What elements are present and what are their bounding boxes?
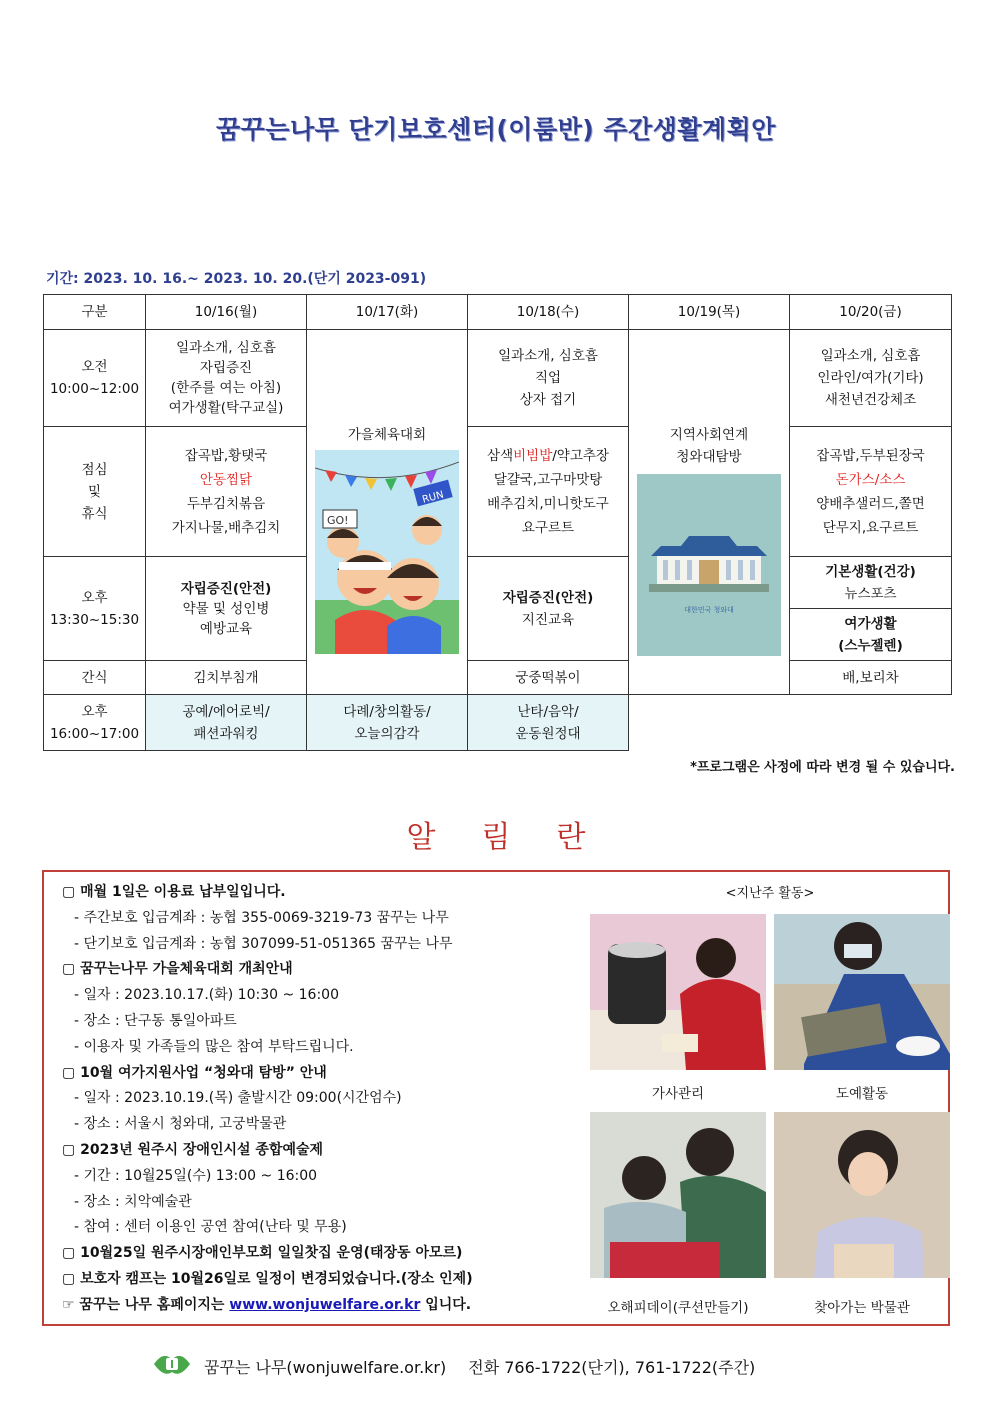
notice-item: - 이용자 및 가족들의 많은 참여 부탁드립니다. — [74, 1038, 354, 1055]
thu-event-title-1: 지역사회연계 — [669, 427, 749, 443]
notice-item: - 일자 : 2023.10.17.(화) 10:30 ~ 16:00 — [74, 987, 339, 1004]
tue-event-cell — [307, 330, 468, 695]
schedule-period: 기간: 2023. 10. 16.~ 2023. 10. 20.(단기 2023-091) — [46, 271, 427, 287]
tree-logo-icon — [150, 1350, 194, 1382]
notice-heading: ▢ 꿈꾸는나무 가을체육대회 개최안내 — [62, 961, 293, 978]
last-week-title: <지난주 활동> — [725, 886, 815, 901]
caption-cushion: 오해피데이(쿠션만들기) — [607, 1300, 749, 1316]
go-sign-text: GO! — [327, 514, 349, 527]
notice-list — [62, 880, 582, 1319]
header-category: 구분 — [44, 295, 146, 330]
photo-pottery — [774, 914, 950, 1070]
table-row — [44, 330, 952, 427]
notice-item: - 장소 : 단구동 통일아파트 — [74, 1012, 237, 1029]
mon-afternoon: 자립증진(안전) 약물 및 성인병 예방교육 — [146, 557, 307, 661]
notice-heading: ▢ 보호자 캠프는 10월26일로 일정이 변경되었습니다.(장소 인제) — [62, 1270, 473, 1287]
wed-snack: 궁중떡볶이 — [468, 661, 629, 695]
notice-item: - 단기보호 입금계좌 : 농협 307099-51-051365 꿈꾸는 나무 — [74, 935, 453, 952]
header-fri: 10/20(금) — [790, 295, 952, 330]
blue-house-sign: 대한민국 청와대 — [684, 606, 734, 614]
header-tue: 10/17(화) — [307, 295, 468, 330]
notice-heading: ▢ 10월25일 원주시장애인부모회 일일찻집 운영(태장동 아모르) — [62, 1245, 463, 1262]
sports-day-illustration — [315, 450, 459, 654]
notice-item: - 장소 : 서울시 청와대, 고궁박물관 — [74, 1116, 287, 1133]
photo-museum — [774, 1112, 950, 1278]
mon-snack: 김치부침개 — [146, 661, 307, 695]
thu-event-title-2: 청와대탐방 — [676, 449, 742, 465]
photo-housekeeping — [590, 914, 766, 1070]
notice-item: - 장소 : 치악예술관 — [74, 1193, 192, 1210]
header-thu: 10/19(목) — [629, 295, 790, 330]
row-label-afternoon: 오후 13:30~15:30 — [44, 557, 146, 661]
footer-name: 꿈꾸는 나무(wonjuwelfare.or.kr) — [204, 1357, 447, 1377]
notice-heading: ▢ 2023년 원주시 장애인시설 종합예술제 — [62, 1141, 324, 1158]
mon-late: 공예/에어로빅/ 패션과워킹 — [146, 695, 307, 751]
notice-title: 알림란 — [406, 820, 632, 855]
caption-museum: 찾아가는 박물관 — [814, 1300, 910, 1316]
mon-lunch: 잡곡밥,황탯국 안동찜닭 두부김치볶음 가지나물,배추김치 — [146, 427, 307, 557]
fri-lunch: 잡곡밥,두부된장국 돈가스/소스 양배추샐러드,쫄면 단무지,요구르트 — [790, 427, 952, 557]
schedule-note: *프로그램은 사정에 따라 변경 될 수 있습니다. — [690, 760, 955, 775]
table-header-row — [44, 295, 952, 330]
mon-morning: 일과소개, 심호흡 자립증진 (한주를 여는 아침) 여가생활(탁구교실) — [146, 330, 307, 427]
row-label-snack: 간식 — [44, 661, 146, 695]
table-row — [44, 427, 952, 557]
footer — [150, 1350, 765, 1382]
notice-item: - 일자 : 2023.10.19.(목) 출발시간 09:00(시간엄수) — [74, 1090, 402, 1107]
footer-phone: 전화 766-1722(단기), 761-1722(주간) — [468, 1357, 756, 1377]
row-label-morning: 오전 10:00~12:00 — [44, 330, 146, 427]
page-title: 꿈꾸는나무 단기보호센터(이룸반) 주간생활계획안 — [216, 115, 776, 144]
notice-heading: ▢ 매월 1일은 이용료 납부일입니다. — [62, 884, 286, 900]
table-row — [44, 661, 952, 695]
thu-event-cell — [629, 330, 790, 695]
row-label-lunch: 점심 및 휴식 — [44, 427, 146, 557]
fri-afternoon-1: 기본생활(건강) 뉴스포츠 — [790, 557, 952, 609]
wed-morning: 일과소개, 심호흡 직업 상자 접기 — [468, 330, 629, 427]
weekly-schedule-table — [43, 294, 952, 751]
notice-item: - 주간보호 입금계좌 : 농협 355-0069-3219-73 꿈꾸는 나무 — [74, 909, 449, 926]
homepage-line: ☞ 꿈꾸는 나무 홈페이지는 www.wonjuwelfare.or.kr 입니다. — [62, 1296, 472, 1313]
caption-pottery: 도예활동 — [835, 1086, 889, 1102]
blue-house-illustration — [637, 474, 781, 656]
homepage-link[interactable]: www.wonjuwelfare.or.kr — [229, 1296, 421, 1313]
table-row — [44, 557, 952, 609]
wed-lunch: 삼색비빔밥/약고추장 달걀국,고구마맛탕 배추김치,미니핫도구 요구르트 — [468, 427, 629, 557]
header-wed: 10/18(수) — [468, 295, 629, 330]
notice-item: - 참여 : 센터 이용인 공연 참여(난타 및 무용) — [74, 1219, 347, 1236]
wed-afternoon: 자립증진(안전) 지진교육 — [468, 557, 629, 661]
fri-morning: 일과소개, 심호흡 인라인/여가(기타) 새천년건강체조 — [790, 330, 952, 427]
fri-snack: 배,보리차 — [790, 661, 952, 695]
run-sign-text: RUN — [421, 489, 446, 506]
row-label-late: 오후 16:00~17:00 — [44, 695, 146, 751]
fri-late: 난타/음악/ 운동원정대 — [468, 695, 629, 751]
photo-cushion — [590, 1112, 766, 1278]
notice-item: - 기간 : 10월25일(수) 13:00 ~ 16:00 — [74, 1167, 318, 1184]
notice-heading: ▢ 10월 여가지원사업 “청와대 탐방” 안내 — [62, 1064, 327, 1081]
tue-event-title: 가을체육대회 — [347, 427, 427, 443]
wed-late: 다례/창의활동/ 오늘의감각 — [307, 695, 468, 751]
header-mon: 10/16(월) — [146, 295, 307, 330]
caption-housekeeping: 가사관리 — [651, 1086, 705, 1102]
table-row — [44, 695, 952, 751]
fri-afternoon-2: 여가생활 (스누젤렌) — [790, 609, 952, 661]
